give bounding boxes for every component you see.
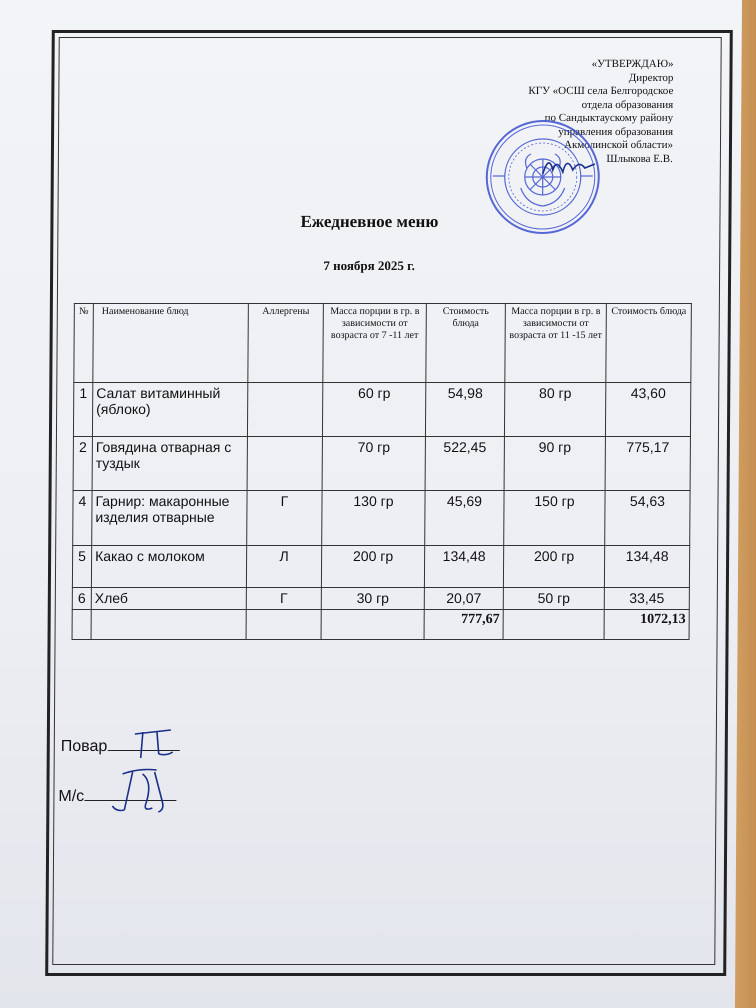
row-number: 6 — [72, 588, 91, 610]
mass-7-11: 60 гр — [322, 383, 425, 437]
allergen: Г — [247, 491, 322, 546]
allergen: Г — [246, 588, 321, 610]
mass-11-15: 80 гр — [504, 383, 605, 437]
empty-cell — [72, 610, 91, 640]
cost-11-15: 33,45 — [604, 588, 689, 610]
header-number: № — [74, 304, 94, 383]
cost-11-15: 43,60 — [605, 383, 690, 437]
page-title: Ежедневное меню — [300, 212, 439, 231]
mass-7-11: 30 гр — [321, 588, 424, 610]
table-header-row — [74, 304, 692, 383]
cost-7-11: 54,98 — [425, 383, 504, 437]
table-row — [72, 546, 689, 588]
mass-11-15: 200 гр — [503, 546, 604, 588]
cost-7-11: 522,45 — [425, 437, 504, 491]
mass-11-15: 90 гр — [504, 437, 605, 491]
header-allergens: Аллергены — [248, 304, 324, 383]
allergen: Л — [246, 546, 321, 588]
total-cost-7-11: 777,67 — [424, 610, 503, 640]
approval-line: КГУ «ОСШ села Белгородское — [528, 85, 674, 97]
cost-7-11: 20,07 — [424, 588, 503, 610]
row-number: 5 — [72, 546, 91, 588]
cost-7-11: 45,69 — [425, 491, 504, 546]
empty-cell — [503, 610, 604, 640]
approval-line: Шлыкова Е.В. — [606, 152, 673, 165]
header-mass-11-15: Масса порции в гр. в зависимости от возраста от 11 -15 лет — [505, 304, 607, 383]
total-cost-11-15: 1072,13 — [604, 610, 689, 640]
cook-label: Повар — [60, 738, 108, 755]
approval-line: отдела образования — [581, 98, 674, 111]
table-row — [73, 383, 690, 437]
dish-name: Хлеб — [91, 588, 246, 610]
approval-line: Директор — [628, 71, 674, 84]
approval-line: по Сандыктаускому району — [544, 112, 674, 124]
nurse-label: М/с — [58, 788, 85, 805]
mass-7-11: 70 гр — [322, 437, 425, 491]
menu-date: 7 ноября 2025 г. — [323, 258, 415, 273]
dish-name: Какао с молоком — [91, 546, 246, 588]
cook-signature-icon — [127, 726, 177, 762]
table-row — [72, 588, 689, 610]
totals-row — [72, 610, 689, 640]
row-number: 4 — [73, 491, 92, 546]
row-number: 2 — [73, 437, 92, 491]
dish-name: Гарнир: макаронные изделия отварные — [92, 491, 247, 546]
header-mass-7-11: Масса порции в гр. в зависимости от возраста от 7 -11 лет — [323, 304, 427, 383]
header-cost-7-11: Стоимость блюда — [426, 304, 506, 383]
table-row — [73, 437, 690, 491]
empty-cell — [321, 610, 424, 640]
nurse-signature-icon — [102, 762, 172, 818]
dish-name: Говядина отварная с туздык — [92, 437, 247, 491]
mass-7-11: 200 гр — [321, 546, 424, 588]
table-row — [73, 491, 690, 546]
cost-7-11: 134,48 — [424, 546, 503, 588]
header-dish-name: Наименование блюд — [93, 304, 249, 383]
approval-line: «УТВЕРЖДАЮ» — [591, 58, 674, 70]
cost-11-15: 54,63 — [605, 491, 690, 546]
mass-11-15: 150 гр — [504, 491, 605, 546]
mass-7-11: 130 гр — [322, 491, 425, 546]
dish-name: Салат витаминный (яблоко) — [92, 383, 247, 437]
header-cost-11-15: Стоимость блюда — [606, 304, 692, 383]
approval-line: управления образования — [558, 125, 674, 138]
approval-line: Акмолинской области» — [563, 139, 674, 151]
empty-cell — [246, 610, 321, 640]
mass-11-15: 50 гр — [503, 588, 604, 610]
menu-table — [72, 303, 692, 640]
allergen — [247, 383, 322, 437]
cost-11-15: 134,48 — [604, 546, 689, 588]
director-signature-icon — [539, 150, 599, 180]
cost-11-15: 775,17 — [605, 437, 690, 491]
row-number: 1 — [73, 383, 92, 437]
empty-cell — [91, 610, 246, 640]
allergen — [247, 437, 322, 491]
